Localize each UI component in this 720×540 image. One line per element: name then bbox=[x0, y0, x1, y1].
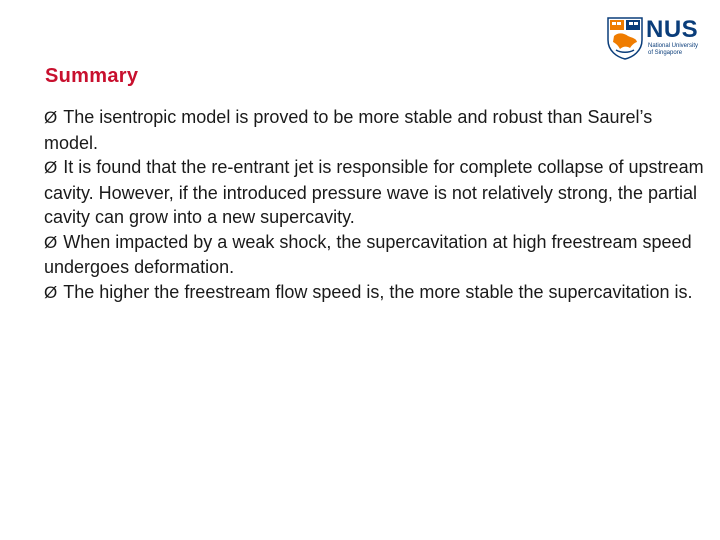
bullet-item bbox=[44, 230, 710, 280]
university-name-line2: of Singapore bbox=[648, 50, 683, 56]
bullet-item bbox=[44, 105, 710, 155]
arrow-bullet-icon: Ø bbox=[44, 232, 58, 252]
nus-crest-icon bbox=[606, 16, 644, 60]
nus-acronym: NUS bbox=[646, 16, 699, 43]
summary-bullet-list bbox=[44, 105, 710, 305]
bullet-text: It is found that the re-entrant jet is responsible for complete collapse of upstream cavity. However, if the introduced pressure wave is not relatively strong, the partial cavity can grow into a new supercavity. bbox=[44, 157, 704, 227]
bullet-item bbox=[44, 155, 710, 230]
slide-title: Summary bbox=[45, 65, 139, 87]
bullet-text: The isentropic model is proved to be more stable and robust than Saurel’s model. bbox=[44, 107, 653, 153]
bullet-text: When impacted by a weak shock, the supercavitation at high freestream speed undergoes deformation. bbox=[44, 231, 692, 277]
arrow-bullet-icon: Ø bbox=[44, 282, 58, 302]
arrow-bullet-icon: Ø bbox=[44, 158, 58, 177]
university-name bbox=[648, 43, 708, 57]
nus-logo bbox=[606, 14, 710, 62]
university-name-line1: National University bbox=[648, 43, 699, 49]
bullet-text: The higher the freestream flow speed is, the more stable the supercavitation is. bbox=[63, 281, 693, 302]
arrow-bullet-icon: Ø bbox=[44, 108, 58, 127]
bullet-item bbox=[44, 280, 710, 306]
